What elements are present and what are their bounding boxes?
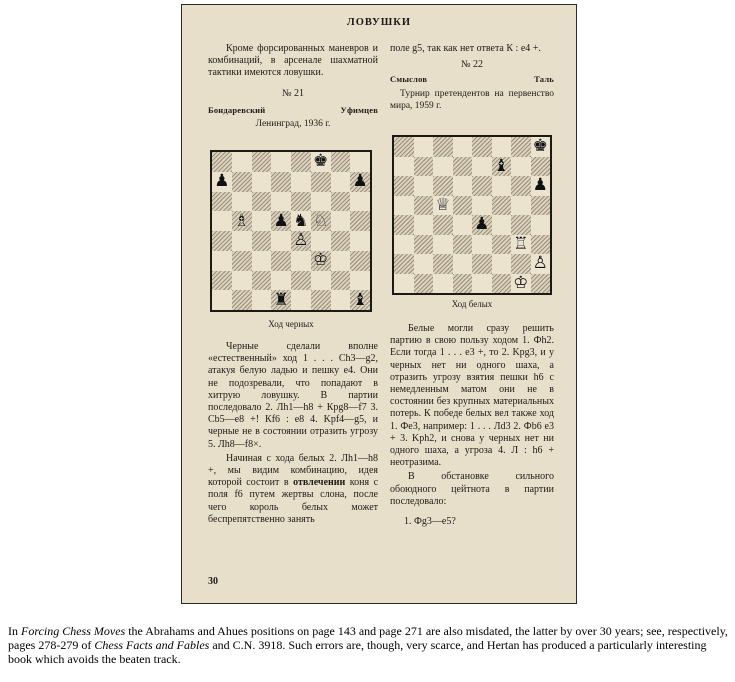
square-e4 [472, 215, 492, 235]
caption-prefix: In [8, 624, 18, 638]
square-h7 [350, 172, 370, 192]
chess-piece: ♚ [532, 136, 548, 157]
square-e1 [472, 274, 492, 294]
square-f2 [492, 254, 512, 274]
square-e6 [472, 176, 492, 196]
square-e5 [472, 196, 492, 216]
chess-piece: ♝ [352, 289, 368, 310]
square-a3 [212, 251, 232, 271]
square-a4 [394, 215, 414, 235]
chess-piece: ♙ [293, 230, 309, 251]
chess-piece: ♟ [273, 210, 289, 231]
diagram-21-to-move: Ход черных [268, 319, 314, 329]
square-h6 [531, 176, 551, 196]
square-b1 [414, 274, 434, 294]
square-g6 [331, 192, 351, 212]
right-paragraph-1: Белые могли сразу решить партию в свою пользу ходом 1. Фh2. Если тогда 1 . . . e3 +, то 2. Kpg3, и у черных нет ни одного шаха, а отразить угрозу взятия пешки h6 с немедленным матом они не в состоянии без крупных материальных потерь. К победе белых вел также ход 1. Фe3, например: 1 . . . Лd3 2. Фb6 e3 + 3. Kph2, и снова у черных нет ни одного шаха, а угроза 4. Л : h6 + неотразима. [390, 323, 554, 469]
square-h1 [350, 290, 370, 310]
square-b5 [414, 196, 434, 216]
square-g5 [511, 196, 531, 216]
left-column-body [208, 341, 378, 526]
square-c4 [252, 231, 272, 251]
square-g6 [511, 176, 531, 196]
chess-piece: ♜ [273, 289, 289, 310]
square-b2 [414, 254, 434, 274]
square-c1 [433, 274, 453, 294]
square-g7 [331, 172, 351, 192]
square-c2 [433, 254, 453, 274]
square-f6 [492, 176, 512, 196]
player-white: Бондаревский [208, 104, 266, 115]
square-d2 [271, 271, 291, 291]
right-column [390, 43, 554, 112]
chess-diagram-22 [392, 135, 552, 295]
square-d8 [453, 137, 473, 157]
square-g8 [511, 137, 531, 157]
square-d4 [271, 231, 291, 251]
square-e5 [291, 211, 311, 231]
square-e3 [291, 251, 311, 271]
square-c7 [433, 157, 453, 177]
square-h2 [350, 271, 370, 291]
square-g8 [331, 152, 351, 172]
square-g5 [331, 211, 351, 231]
square-a7 [212, 172, 232, 192]
continuation-text: поле g5, так как нет ответа К : e4 +. [390, 43, 541, 54]
square-d1 [271, 290, 291, 310]
chess-piece: ♟ [352, 171, 368, 192]
square-e4 [291, 231, 311, 251]
square-b7 [232, 172, 252, 192]
square-a5 [394, 196, 414, 216]
square-a8 [394, 137, 414, 157]
intro-paragraph: Кроме форсированных маневров и комбинаций, в арсенале шахматной тактики имеются ловушки. [208, 43, 378, 79]
image-caption [8, 624, 728, 666]
square-a3 [394, 235, 414, 255]
square-d5 [453, 196, 473, 216]
chess-diagram-21 [210, 150, 372, 312]
square-h5 [531, 196, 551, 216]
square-b3 [232, 251, 252, 271]
square-c6 [433, 176, 453, 196]
square-c3 [252, 251, 272, 271]
square-d6 [271, 192, 291, 212]
square-a7 [394, 157, 414, 177]
square-f4 [492, 215, 512, 235]
page-heading: ЛОВУШКИ [346, 17, 412, 28]
square-f7 [311, 172, 331, 192]
square-c8 [433, 137, 453, 157]
square-b2 [232, 271, 252, 291]
square-g2 [331, 271, 351, 291]
diagram-22-to-move: Ход белых [451, 299, 493, 309]
chess-piece: ♘ [313, 210, 329, 231]
square-h3 [531, 235, 551, 255]
square-b1 [232, 290, 252, 310]
square-d2 [453, 254, 473, 274]
left-column [208, 43, 378, 130]
left-paragraph-2-start: Начиная с хода белых 2. Лh1—h8 +, мы видим комбинацию, идея которой состоит в [208, 452, 378, 489]
final-move: 1. Фg3—e5? [404, 516, 456, 528]
square-b8 [414, 137, 434, 157]
square-c3 [433, 235, 453, 255]
chess-piece: ♕ [435, 194, 451, 215]
square-c4 [433, 215, 453, 235]
square-h1 [531, 274, 551, 294]
square-c6 [252, 192, 272, 212]
right-column-body [390, 323, 554, 528]
square-g7 [511, 157, 531, 177]
square-e8 [472, 137, 492, 157]
square-a8 [212, 152, 232, 172]
chess-piece: ♟ [214, 171, 230, 192]
chess-piece: ♖ [513, 233, 529, 254]
square-h3 [350, 251, 370, 271]
square-b7 [414, 157, 434, 177]
chess-piece: ♔ [513, 272, 529, 293]
square-g2 [511, 254, 531, 274]
square-a6 [212, 192, 232, 212]
square-d1 [453, 274, 473, 294]
square-d3 [453, 235, 473, 255]
square-e2 [291, 271, 311, 291]
square-d8 [271, 152, 291, 172]
chess-piece: ♟ [532, 175, 548, 196]
page-number: 30 [208, 576, 218, 587]
square-e7 [291, 172, 311, 192]
square-c5 [252, 211, 272, 231]
square-h7 [531, 157, 551, 177]
square-f1 [492, 274, 512, 294]
square-f3 [311, 251, 331, 271]
square-g3 [331, 251, 351, 271]
square-f8 [492, 137, 512, 157]
square-c2 [252, 271, 272, 291]
chess-piece: ♞ [293, 210, 309, 231]
square-f1 [311, 290, 331, 310]
square-a1 [212, 290, 232, 310]
scanned-book-page [181, 4, 577, 604]
square-d6 [453, 176, 473, 196]
square-g3 [511, 235, 531, 255]
chess-piece: ♚ [313, 151, 329, 172]
square-d7 [271, 172, 291, 192]
square-e6 [291, 192, 311, 212]
left-paragraph-2-end: коня с поля f6 путем жертвы слона, после чего король белых может беспрепятственно занять [208, 477, 379, 525]
diagram-21-players [208, 104, 378, 116]
square-g1 [511, 274, 531, 294]
square-h6 [350, 192, 370, 212]
square-d3 [271, 251, 291, 271]
square-e1 [291, 290, 311, 310]
chess-piece: ♙ [532, 253, 548, 274]
square-h8 [350, 152, 370, 172]
diagram-22-number: № 22 [460, 59, 484, 71]
diagram-22-players [390, 73, 554, 85]
diagram-21-event: Ленинград, 1936 г. [255, 119, 331, 130]
square-c5 [433, 196, 453, 216]
square-g4 [331, 231, 351, 251]
emphasis-word: отвлечении [293, 477, 346, 489]
square-b4 [414, 215, 434, 235]
square-h4 [350, 231, 370, 251]
chess-piece: ♝ [493, 155, 509, 176]
player-black: Уфимцев [340, 104, 378, 115]
square-f7 [492, 157, 512, 177]
square-c1 [252, 290, 272, 310]
square-a5 [212, 211, 232, 231]
square-e8 [291, 152, 311, 172]
square-b8 [232, 152, 252, 172]
square-g4 [511, 215, 531, 235]
square-a1 [394, 274, 414, 294]
chess-piece: ♗ [234, 210, 250, 231]
book-title-1: Forcing Chess Moves [21, 624, 126, 638]
player-white: Смыслов [390, 74, 428, 85]
square-f2 [311, 271, 331, 291]
square-d4 [453, 215, 473, 235]
square-f5 [311, 211, 331, 231]
square-d7 [453, 157, 473, 177]
square-f8 [311, 152, 331, 172]
square-c7 [252, 172, 272, 192]
right-paragraph-2: В обстановке сильного обоюдного цейтнота в партии последовало: [390, 471, 554, 507]
caption-part-2: and C.N. 3918. Such errors are, though, very scarce, and Hertan has produced a particularly interesting book which avoids the beaten track. [8, 638, 707, 666]
square-f4 [311, 231, 331, 251]
square-b4 [232, 231, 252, 251]
caption-part-1: the Abrahams and Ahues positions on page 143 and page 271 are also misdated, the latter by over 30 years; see, respectively, pages 278-279 of [8, 624, 728, 652]
square-e7 [472, 157, 492, 177]
square-h4 [531, 215, 551, 235]
square-g1 [331, 290, 351, 310]
chess-piece: ♟ [474, 214, 490, 235]
diagram-21-number: № 21 [281, 87, 305, 99]
left-paragraph-1: Черные сделали вполне «естественный» ход 1 . . . Ch3—g2, атакуя белую ладью и пешку e4. Они не подозревали, что попадают в хитрую ловушку. В партии последовало 2. Лh1—h8 + Крg8—f7 3. Cb5—e8 +! Кf6 : e8 4. Kpf4—g5, и черные не в состоянии отразить угрозу 5. Лh8—f8×. [208, 341, 378, 450]
square-f3 [492, 235, 512, 255]
square-h8 [531, 137, 551, 157]
diagram-22-event: Турнир претендентов на первенство мира, 1959 г. [390, 88, 554, 111]
square-a4 [212, 231, 232, 251]
chess-piece: ♔ [313, 250, 329, 271]
square-a6 [394, 176, 414, 196]
square-b3 [414, 235, 434, 255]
square-b6 [414, 176, 434, 196]
square-h2 [531, 254, 551, 274]
square-a2 [212, 271, 232, 291]
square-h5 [350, 211, 370, 231]
square-b6 [232, 192, 252, 212]
square-d5 [271, 211, 291, 231]
book-title-2: Chess Facts and Fables [94, 638, 210, 652]
square-a2 [394, 254, 414, 274]
square-e2 [472, 254, 492, 274]
square-b5 [232, 211, 252, 231]
square-c8 [252, 152, 272, 172]
left-paragraph-2 [208, 453, 378, 526]
square-f5 [492, 196, 512, 216]
player-black: Таль [534, 74, 554, 85]
square-e3 [472, 235, 492, 255]
square-f6 [311, 192, 331, 212]
